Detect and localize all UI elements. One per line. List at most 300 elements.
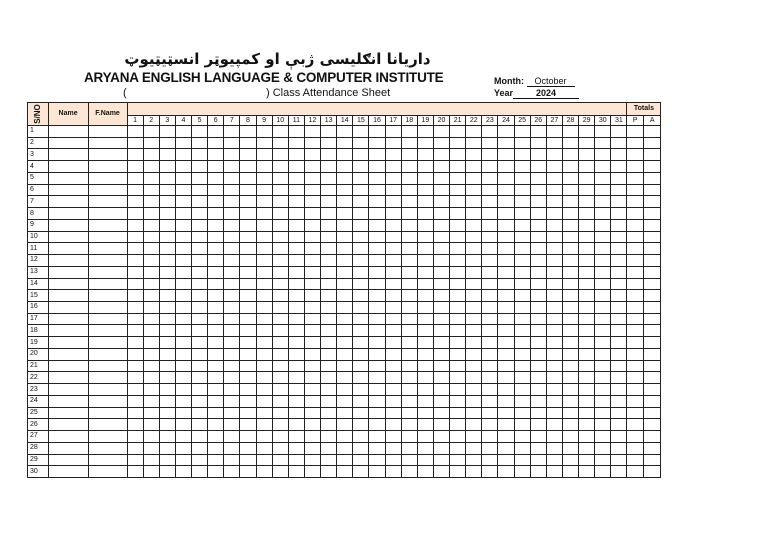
- attendance-cell[interactable]: [240, 407, 256, 419]
- attendance-cell[interactable]: [143, 419, 159, 431]
- attendance-cell[interactable]: [643, 255, 661, 267]
- attendance-cell[interactable]: [175, 302, 191, 314]
- attendance-cell[interactable]: [337, 208, 353, 220]
- attendance-cell[interactable]: [240, 360, 256, 372]
- attendance-cell[interactable]: [450, 384, 466, 396]
- attendance-cell[interactable]: [321, 243, 337, 255]
- attendance-cell[interactable]: [369, 372, 385, 384]
- attendance-cell[interactable]: [337, 348, 353, 360]
- attendance-cell[interactable]: [256, 337, 272, 349]
- attendance-cell[interactable]: [321, 208, 337, 220]
- attendance-cell[interactable]: [192, 302, 208, 314]
- attendance-cell[interactable]: [466, 290, 482, 302]
- attendance-cell[interactable]: [256, 454, 272, 466]
- attendance-cell[interactable]: [321, 126, 337, 138]
- attendance-cell[interactable]: [627, 196, 644, 208]
- attendance-cell[interactable]: [143, 313, 159, 325]
- attendance-cell[interactable]: [546, 172, 562, 184]
- attendance-cell[interactable]: [579, 419, 595, 431]
- attendance-cell[interactable]: [643, 419, 661, 431]
- attendance-cell[interactable]: [466, 137, 482, 149]
- attendance-cell[interactable]: [369, 348, 385, 360]
- attendance-cell[interactable]: [224, 172, 240, 184]
- attendance-cell[interactable]: [401, 302, 417, 314]
- attendance-cell[interactable]: [611, 313, 627, 325]
- attendance-cell[interactable]: [240, 255, 256, 267]
- attendance-cell[interactable]: [498, 442, 514, 454]
- attendance-cell[interactable]: [514, 454, 530, 466]
- attendance-cell[interactable]: [337, 395, 353, 407]
- attendance-cell[interactable]: [579, 348, 595, 360]
- attendance-cell[interactable]: [304, 243, 320, 255]
- attendance-cell[interactable]: [562, 196, 578, 208]
- attendance-cell[interactable]: [417, 360, 433, 372]
- attendance-cell[interactable]: [304, 360, 320, 372]
- attendance-cell[interactable]: [562, 149, 578, 161]
- attendance-cell[interactable]: [208, 290, 224, 302]
- attendance-cell[interactable]: [450, 454, 466, 466]
- attendance-cell[interactable]: [288, 384, 304, 396]
- attendance-cell[interactable]: [627, 302, 644, 314]
- attendance-cell[interactable]: [127, 255, 143, 267]
- attendance-cell[interactable]: [385, 325, 401, 337]
- attendance-cell[interactable]: [159, 302, 175, 314]
- attendance-cell[interactable]: [240, 172, 256, 184]
- attendance-cell[interactable]: [256, 384, 272, 396]
- attendance-cell[interactable]: [450, 278, 466, 290]
- attendance-cell[interactable]: [143, 442, 159, 454]
- attendance-cell[interactable]: [337, 219, 353, 231]
- attendance-cell[interactable]: [127, 231, 143, 243]
- attendance-cell[interactable]: [498, 372, 514, 384]
- attendance-cell[interactable]: [288, 372, 304, 384]
- attendance-cell[interactable]: [546, 290, 562, 302]
- attendance-cell[interactable]: [385, 208, 401, 220]
- attendance-cell[interactable]: [224, 442, 240, 454]
- attendance-cell[interactable]: [175, 466, 191, 478]
- attendance-cell[interactable]: [482, 184, 498, 196]
- attendance-cell[interactable]: [385, 149, 401, 161]
- attendance-cell[interactable]: [546, 442, 562, 454]
- attendance-cell[interactable]: [304, 161, 320, 173]
- attendance-cell[interactable]: [546, 196, 562, 208]
- attendance-cell[interactable]: [450, 442, 466, 454]
- fname-cell[interactable]: [88, 337, 127, 349]
- attendance-cell[interactable]: [579, 302, 595, 314]
- attendance-cell[interactable]: [304, 348, 320, 360]
- attendance-cell[interactable]: [562, 302, 578, 314]
- attendance-cell[interactable]: [337, 419, 353, 431]
- attendance-cell[interactable]: [159, 208, 175, 220]
- attendance-cell[interactable]: [643, 431, 661, 443]
- attendance-cell[interactable]: [562, 466, 578, 478]
- attendance-cell[interactable]: [530, 325, 546, 337]
- attendance-cell[interactable]: [627, 372, 644, 384]
- attendance-cell[interactable]: [450, 431, 466, 443]
- attendance-cell[interactable]: [611, 348, 627, 360]
- attendance-cell[interactable]: [192, 466, 208, 478]
- attendance-cell[interactable]: [321, 442, 337, 454]
- attendance-cell[interactable]: [127, 208, 143, 220]
- attendance-cell[interactable]: [546, 208, 562, 220]
- attendance-cell[interactable]: [466, 243, 482, 255]
- attendance-cell[interactable]: [175, 395, 191, 407]
- attendance-cell[interactable]: [514, 208, 530, 220]
- name-cell[interactable]: [48, 243, 88, 255]
- name-cell[interactable]: [48, 196, 88, 208]
- attendance-cell[interactable]: [192, 149, 208, 161]
- attendance-cell[interactable]: [514, 313, 530, 325]
- attendance-cell[interactable]: [482, 372, 498, 384]
- attendance-cell[interactable]: [353, 454, 369, 466]
- attendance-cell[interactable]: [208, 184, 224, 196]
- attendance-cell[interactable]: [288, 466, 304, 478]
- attendance-cell[interactable]: [224, 302, 240, 314]
- attendance-cell[interactable]: [417, 126, 433, 138]
- attendance-cell[interactable]: [159, 278, 175, 290]
- attendance-cell[interactable]: [159, 126, 175, 138]
- attendance-cell[interactable]: [611, 219, 627, 231]
- attendance-cell[interactable]: [288, 431, 304, 443]
- name-cell[interactable]: [48, 302, 88, 314]
- attendance-cell[interactable]: [304, 384, 320, 396]
- attendance-cell[interactable]: [643, 360, 661, 372]
- attendance-cell[interactable]: [546, 395, 562, 407]
- attendance-cell[interactable]: [240, 231, 256, 243]
- attendance-cell[interactable]: [208, 407, 224, 419]
- attendance-cell[interactable]: [385, 348, 401, 360]
- attendance-cell[interactable]: [514, 184, 530, 196]
- attendance-cell[interactable]: [514, 348, 530, 360]
- attendance-cell[interactable]: [482, 384, 498, 396]
- attendance-cell[interactable]: [611, 372, 627, 384]
- attendance-cell[interactable]: [627, 149, 644, 161]
- attendance-cell[interactable]: [643, 126, 661, 138]
- attendance-cell[interactable]: [353, 372, 369, 384]
- attendance-cell[interactable]: [224, 266, 240, 278]
- attendance-cell[interactable]: [159, 337, 175, 349]
- attendance-cell[interactable]: [272, 407, 288, 419]
- attendance-cell[interactable]: [498, 466, 514, 478]
- attendance-cell[interactable]: [579, 137, 595, 149]
- fname-cell[interactable]: [88, 384, 127, 396]
- attendance-cell[interactable]: [369, 149, 385, 161]
- attendance-cell[interactable]: [353, 196, 369, 208]
- attendance-cell[interactable]: [256, 466, 272, 478]
- attendance-cell[interactable]: [256, 266, 272, 278]
- attendance-cell[interactable]: [546, 302, 562, 314]
- attendance-cell[interactable]: [643, 278, 661, 290]
- attendance-cell[interactable]: [353, 337, 369, 349]
- attendance-cell[interactable]: [288, 172, 304, 184]
- attendance-cell[interactable]: [530, 208, 546, 220]
- attendance-cell[interactable]: [401, 442, 417, 454]
- name-cell[interactable]: [48, 384, 88, 396]
- attendance-cell[interactable]: [417, 337, 433, 349]
- attendance-cell[interactable]: [353, 149, 369, 161]
- attendance-cell[interactable]: [159, 266, 175, 278]
- attendance-cell[interactable]: [272, 302, 288, 314]
- attendance-cell[interactable]: [337, 266, 353, 278]
- attendance-cell[interactable]: [643, 372, 661, 384]
- attendance-cell[interactable]: [627, 454, 644, 466]
- attendance-cell[interactable]: [288, 231, 304, 243]
- attendance-cell[interactable]: [192, 137, 208, 149]
- attendance-cell[interactable]: [595, 161, 611, 173]
- attendance-cell[interactable]: [627, 243, 644, 255]
- attendance-cell[interactable]: [595, 290, 611, 302]
- attendance-cell[interactable]: [450, 184, 466, 196]
- name-cell[interactable]: [48, 337, 88, 349]
- attendance-cell[interactable]: [643, 172, 661, 184]
- attendance-cell[interactable]: [321, 384, 337, 396]
- attendance-cell[interactable]: [321, 360, 337, 372]
- name-cell[interactable]: [48, 278, 88, 290]
- attendance-cell[interactable]: [369, 290, 385, 302]
- attendance-cell[interactable]: [417, 266, 433, 278]
- attendance-cell[interactable]: [433, 255, 449, 267]
- attendance-cell[interactable]: [595, 372, 611, 384]
- attendance-cell[interactable]: [224, 219, 240, 231]
- attendance-cell[interactable]: [643, 243, 661, 255]
- attendance-cell[interactable]: [175, 290, 191, 302]
- attendance-cell[interactable]: [530, 219, 546, 231]
- attendance-cell[interactable]: [482, 137, 498, 149]
- attendance-cell[interactable]: [272, 313, 288, 325]
- attendance-cell[interactable]: [498, 325, 514, 337]
- attendance-cell[interactable]: [353, 360, 369, 372]
- attendance-cell[interactable]: [272, 196, 288, 208]
- attendance-cell[interactable]: [466, 126, 482, 138]
- attendance-cell[interactable]: [466, 161, 482, 173]
- attendance-cell[interactable]: [192, 231, 208, 243]
- attendance-cell[interactable]: [240, 161, 256, 173]
- attendance-cell[interactable]: [562, 255, 578, 267]
- attendance-cell[interactable]: [353, 243, 369, 255]
- attendance-cell[interactable]: [192, 419, 208, 431]
- attendance-cell[interactable]: [353, 137, 369, 149]
- attendance-cell[interactable]: [159, 196, 175, 208]
- attendance-cell[interactable]: [369, 454, 385, 466]
- attendance-cell[interactable]: [353, 184, 369, 196]
- attendance-cell[interactable]: [417, 243, 433, 255]
- attendance-cell[interactable]: [562, 431, 578, 443]
- name-cell[interactable]: [48, 231, 88, 243]
- attendance-cell[interactable]: [514, 231, 530, 243]
- attendance-cell[interactable]: [321, 454, 337, 466]
- fname-cell[interactable]: [88, 126, 127, 138]
- attendance-cell[interactable]: [304, 266, 320, 278]
- attendance-cell[interactable]: [175, 126, 191, 138]
- attendance-cell[interactable]: [595, 219, 611, 231]
- attendance-cell[interactable]: [224, 290, 240, 302]
- attendance-cell[interactable]: [450, 208, 466, 220]
- name-cell[interactable]: [48, 454, 88, 466]
- attendance-cell[interactable]: [466, 431, 482, 443]
- attendance-cell[interactable]: [627, 161, 644, 173]
- attendance-cell[interactable]: [208, 313, 224, 325]
- attendance-cell[interactable]: [224, 126, 240, 138]
- fname-cell[interactable]: [88, 208, 127, 220]
- attendance-cell[interactable]: [337, 313, 353, 325]
- attendance-cell[interactable]: [304, 325, 320, 337]
- attendance-cell[interactable]: [433, 431, 449, 443]
- attendance-cell[interactable]: [321, 313, 337, 325]
- attendance-cell[interactable]: [304, 278, 320, 290]
- attendance-cell[interactable]: [224, 161, 240, 173]
- attendance-cell[interactable]: [546, 454, 562, 466]
- attendance-cell[interactable]: [256, 126, 272, 138]
- name-cell[interactable]: [48, 172, 88, 184]
- attendance-cell[interactable]: [466, 302, 482, 314]
- attendance-cell[interactable]: [192, 360, 208, 372]
- attendance-cell[interactable]: [385, 243, 401, 255]
- attendance-cell[interactable]: [304, 419, 320, 431]
- attendance-cell[interactable]: [288, 348, 304, 360]
- attendance-cell[interactable]: [337, 431, 353, 443]
- attendance-cell[interactable]: [256, 278, 272, 290]
- attendance-cell[interactable]: [224, 407, 240, 419]
- attendance-cell[interactable]: [433, 161, 449, 173]
- fname-cell[interactable]: [88, 243, 127, 255]
- attendance-cell[interactable]: [256, 172, 272, 184]
- attendance-cell[interactable]: [611, 454, 627, 466]
- attendance-cell[interactable]: [611, 384, 627, 396]
- attendance-cell[interactable]: [304, 466, 320, 478]
- attendance-cell[interactable]: [595, 348, 611, 360]
- attendance-cell[interactable]: [562, 454, 578, 466]
- attendance-cell[interactable]: [595, 442, 611, 454]
- attendance-cell[interactable]: [321, 407, 337, 419]
- fname-cell[interactable]: [88, 454, 127, 466]
- attendance-cell[interactable]: [192, 278, 208, 290]
- attendance-cell[interactable]: [143, 302, 159, 314]
- attendance-cell[interactable]: [466, 466, 482, 478]
- attendance-cell[interactable]: [127, 137, 143, 149]
- attendance-cell[interactable]: [530, 419, 546, 431]
- attendance-cell[interactable]: [353, 231, 369, 243]
- attendance-cell[interactable]: [240, 419, 256, 431]
- attendance-cell[interactable]: [192, 348, 208, 360]
- attendance-cell[interactable]: [562, 266, 578, 278]
- attendance-cell[interactable]: [611, 161, 627, 173]
- attendance-cell[interactable]: [385, 255, 401, 267]
- attendance-cell[interactable]: [627, 278, 644, 290]
- attendance-cell[interactable]: [143, 325, 159, 337]
- attendance-cell[interactable]: [159, 313, 175, 325]
- attendance-cell[interactable]: [595, 325, 611, 337]
- attendance-cell[interactable]: [643, 384, 661, 396]
- attendance-cell[interactable]: [514, 278, 530, 290]
- attendance-cell[interactable]: [192, 255, 208, 267]
- attendance-cell[interactable]: [385, 290, 401, 302]
- attendance-cell[interactable]: [288, 278, 304, 290]
- attendance-cell[interactable]: [321, 337, 337, 349]
- attendance-cell[interactable]: [143, 454, 159, 466]
- attendance-cell[interactable]: [530, 255, 546, 267]
- attendance-cell[interactable]: [159, 325, 175, 337]
- fname-cell[interactable]: [88, 395, 127, 407]
- attendance-cell[interactable]: [530, 431, 546, 443]
- attendance-cell[interactable]: [321, 172, 337, 184]
- attendance-cell[interactable]: [337, 137, 353, 149]
- attendance-cell[interactable]: [175, 149, 191, 161]
- attendance-cell[interactable]: [466, 442, 482, 454]
- attendance-cell[interactable]: [385, 431, 401, 443]
- attendance-cell[interactable]: [611, 466, 627, 478]
- attendance-cell[interactable]: [288, 266, 304, 278]
- attendance-cell[interactable]: [579, 337, 595, 349]
- attendance-cell[interactable]: [627, 442, 644, 454]
- attendance-cell[interactable]: [433, 372, 449, 384]
- attendance-cell[interactable]: [127, 348, 143, 360]
- attendance-cell[interactable]: [611, 290, 627, 302]
- attendance-cell[interactable]: [466, 255, 482, 267]
- attendance-cell[interactable]: [546, 431, 562, 443]
- attendance-cell[interactable]: [192, 196, 208, 208]
- attendance-cell[interactable]: [175, 419, 191, 431]
- attendance-cell[interactable]: [192, 219, 208, 231]
- attendance-cell[interactable]: [546, 348, 562, 360]
- name-cell[interactable]: [48, 208, 88, 220]
- attendance-cell[interactable]: [240, 290, 256, 302]
- attendance-cell[interactable]: [530, 290, 546, 302]
- attendance-cell[interactable]: [143, 231, 159, 243]
- attendance-cell[interactable]: [288, 208, 304, 220]
- attendance-cell[interactable]: [530, 454, 546, 466]
- attendance-cell[interactable]: [127, 466, 143, 478]
- fname-cell[interactable]: [88, 313, 127, 325]
- attendance-cell[interactable]: [546, 219, 562, 231]
- attendance-cell[interactable]: [385, 466, 401, 478]
- attendance-cell[interactable]: [159, 360, 175, 372]
- attendance-cell[interactable]: [272, 372, 288, 384]
- attendance-cell[interactable]: [369, 243, 385, 255]
- attendance-cell[interactable]: [562, 278, 578, 290]
- attendance-cell[interactable]: [595, 255, 611, 267]
- attendance-cell[interactable]: [288, 395, 304, 407]
- attendance-cell[interactable]: [272, 208, 288, 220]
- attendance-cell[interactable]: [417, 419, 433, 431]
- attendance-cell[interactable]: [433, 302, 449, 314]
- attendance-cell[interactable]: [224, 313, 240, 325]
- attendance-cell[interactable]: [643, 208, 661, 220]
- attendance-cell[interactable]: [498, 419, 514, 431]
- attendance-cell[interactable]: [562, 384, 578, 396]
- attendance-cell[interactable]: [369, 302, 385, 314]
- attendance-cell[interactable]: [369, 184, 385, 196]
- attendance-cell[interactable]: [611, 442, 627, 454]
- attendance-cell[interactable]: [175, 266, 191, 278]
- attendance-cell[interactable]: [562, 243, 578, 255]
- attendance-cell[interactable]: [514, 431, 530, 443]
- attendance-cell[interactable]: [611, 126, 627, 138]
- attendance-cell[interactable]: [433, 442, 449, 454]
- attendance-cell[interactable]: [466, 384, 482, 396]
- attendance-cell[interactable]: [224, 255, 240, 267]
- name-cell[interactable]: [48, 360, 88, 372]
- attendance-cell[interactable]: [482, 431, 498, 443]
- attendance-cell[interactable]: [417, 348, 433, 360]
- attendance-cell[interactable]: [159, 442, 175, 454]
- attendance-cell[interactable]: [546, 266, 562, 278]
- attendance-cell[interactable]: [353, 442, 369, 454]
- attendance-cell[interactable]: [417, 431, 433, 443]
- attendance-cell[interactable]: [240, 149, 256, 161]
- attendance-cell[interactable]: [288, 325, 304, 337]
- attendance-cell[interactable]: [514, 407, 530, 419]
- attendance-cell[interactable]: [595, 208, 611, 220]
